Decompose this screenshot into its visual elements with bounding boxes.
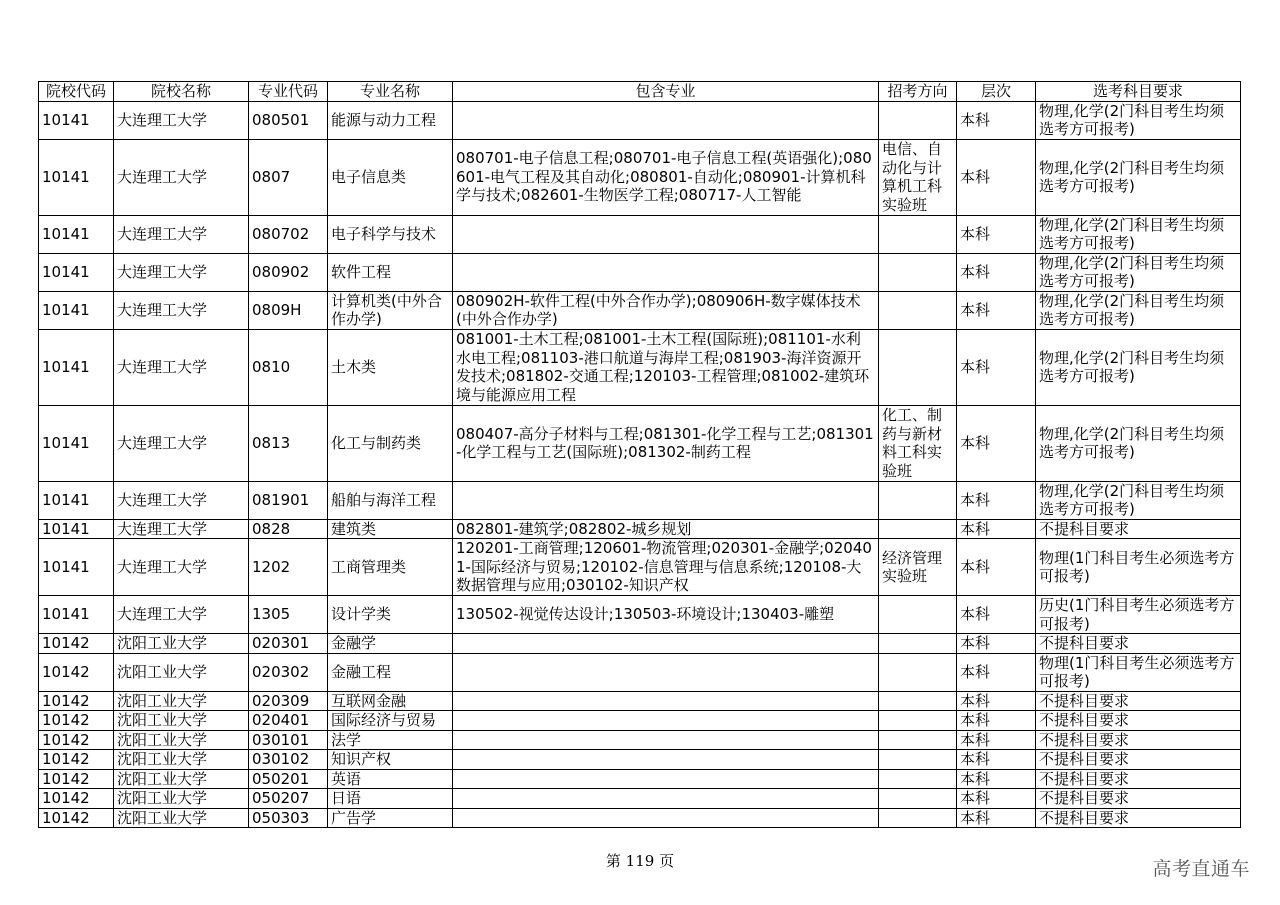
school-code-cell: 10141 <box>39 291 114 329</box>
subject-requirement-cell: 物理,化学(2门科目考生均须选考方可报考) <box>1036 405 1241 481</box>
page-number: 第 119 页 <box>605 852 675 870</box>
school-name-cell: 大连理工大学 <box>114 539 249 596</box>
school-code-cell: 10142 <box>39 769 114 789</box>
included-majors-cell <box>453 634 879 654</box>
major-name-cell: 电子科学与技术 <box>328 215 453 253</box>
major-name-cell: 知识产权 <box>328 750 453 770</box>
level-cell: 本科 <box>957 750 1036 770</box>
major-name-cell: 日语 <box>328 789 453 809</box>
major-code-cell: 080501 <box>249 101 328 139</box>
header-school-name: 院校名称 <box>114 82 249 102</box>
major-name-cell: 化工与制药类 <box>328 405 453 481</box>
header-school-code: 院校代码 <box>39 82 114 102</box>
subject-requirement-cell: 不提科目要求 <box>1036 691 1241 711</box>
school-code-cell: 10142 <box>39 634 114 654</box>
table-row <box>39 101 1241 139</box>
included-majors-cell <box>453 253 879 291</box>
school-code-cell: 10141 <box>39 253 114 291</box>
included-majors-cell <box>453 750 879 770</box>
major-name-cell: 设计学类 <box>328 596 453 634</box>
table-header-row <box>39 82 1241 102</box>
subject-requirement-cell: 物理(1门科目考生必须选考方可报考) <box>1036 653 1241 691</box>
table-row <box>39 291 1241 329</box>
level-cell: 本科 <box>957 139 1036 215</box>
school-code-cell: 10141 <box>39 101 114 139</box>
school-code-cell: 10142 <box>39 653 114 691</box>
school-name-cell: 沈阳工业大学 <box>114 653 249 691</box>
included-majors-cell: 080701-电子信息工程;080701-电子信息工程(英语强化);080601-电气工程及其自动化;080801-自动化;080901-计算机科学与技术;082601-生物医学工程;080717-人工智能 <box>453 139 879 215</box>
direction-cell <box>879 711 957 731</box>
included-majors-cell: 120201-工商管理;120601-物流管理;020301-金融学;020401-国际经济与贸易;120102-信息管理与信息系统;120108-大数据管理与应用;030102-知识产权 <box>453 539 879 596</box>
table-row <box>39 653 1241 691</box>
school-name-cell: 沈阳工业大学 <box>114 769 249 789</box>
school-code-cell: 10142 <box>39 789 114 809</box>
direction-cell <box>879 730 957 750</box>
level-cell: 本科 <box>957 539 1036 596</box>
direction-cell <box>879 750 957 770</box>
table-row <box>39 405 1241 481</box>
level-cell: 本科 <box>957 730 1036 750</box>
direction-cell <box>879 769 957 789</box>
included-majors-cell: 081001-土木工程;081001-土木工程(国际班);081101-水利水电工程;081103-港口航道与海岸工程;081903-海洋资源开发技术;081802-交通工程;120103-工程管理;081002-建筑环境与能源应用工程 <box>453 329 879 405</box>
school-name-cell: 大连理工大学 <box>114 139 249 215</box>
school-name-cell: 大连理工大学 <box>114 215 249 253</box>
included-majors-cell <box>453 711 879 731</box>
school-code-cell: 10141 <box>39 329 114 405</box>
school-name-cell: 大连理工大学 <box>114 596 249 634</box>
included-majors-cell <box>453 769 879 789</box>
major-name-cell: 法学 <box>328 730 453 750</box>
header-included-majors: 包含专业 <box>453 82 879 102</box>
school-code-cell: 10141 <box>39 596 114 634</box>
level-cell: 本科 <box>957 215 1036 253</box>
subject-requirement-cell: 不提科目要求 <box>1036 789 1241 809</box>
subject-requirement-cell: 不提科目要求 <box>1036 519 1241 539</box>
major-code-cell: 0810 <box>249 329 328 405</box>
admission-table <box>38 81 1241 828</box>
level-cell: 本科 <box>957 291 1036 329</box>
table-row <box>39 769 1241 789</box>
level-cell: 本科 <box>957 101 1036 139</box>
major-code-cell: 050303 <box>249 808 328 828</box>
level-cell: 本科 <box>957 808 1036 828</box>
direction-cell <box>879 691 957 711</box>
level-cell: 本科 <box>957 253 1036 291</box>
major-name-cell: 金融工程 <box>328 653 453 691</box>
included-majors-cell <box>453 215 879 253</box>
level-cell: 本科 <box>957 519 1036 539</box>
major-name-cell: 软件工程 <box>328 253 453 291</box>
major-name-cell: 建筑类 <box>328 519 453 539</box>
included-majors-cell <box>453 481 879 519</box>
major-name-cell: 广告学 <box>328 808 453 828</box>
header-major-code: 专业代码 <box>249 82 328 102</box>
school-name-cell: 大连理工大学 <box>114 101 249 139</box>
major-code-cell: 080702 <box>249 215 328 253</box>
table-row <box>39 789 1241 809</box>
school-name-cell: 沈阳工业大学 <box>114 711 249 731</box>
subject-requirement-cell: 物理,化学(2门科目考生均须选考方可报考) <box>1036 215 1241 253</box>
subject-requirement-cell: 物理,化学(2门科目考生均须选考方可报考) <box>1036 329 1241 405</box>
major-name-cell: 工商管理类 <box>328 539 453 596</box>
included-majors-cell <box>453 808 879 828</box>
school-name-cell: 大连理工大学 <box>114 253 249 291</box>
major-code-cell: 080902 <box>249 253 328 291</box>
included-majors-cell <box>453 653 879 691</box>
included-majors-cell <box>453 789 879 809</box>
school-name-cell: 沈阳工业大学 <box>114 789 249 809</box>
direction-cell <box>879 653 957 691</box>
table-row <box>39 329 1241 405</box>
level-cell: 本科 <box>957 789 1036 809</box>
major-code-cell: 0813 <box>249 405 328 481</box>
major-name-cell: 金融学 <box>328 634 453 654</box>
subject-requirement-cell: 不提科目要求 <box>1036 730 1241 750</box>
included-majors-cell <box>453 101 879 139</box>
school-name-cell: 沈阳工业大学 <box>114 750 249 770</box>
school-code-cell: 10141 <box>39 139 114 215</box>
included-majors-cell: 080407-高分子材料与工程;081301-化学工程与工艺;081301-化学工程与工艺(国际班);081302-制药工程 <box>453 405 879 481</box>
table-row <box>39 215 1241 253</box>
school-name-cell: 沈阳工业大学 <box>114 808 249 828</box>
major-code-cell: 0807 <box>249 139 328 215</box>
subject-requirement-cell: 物理,化学(2门科目考生均须选考方可报考) <box>1036 291 1241 329</box>
school-name-cell: 大连理工大学 <box>114 519 249 539</box>
subject-requirement-cell: 物理(1门科目考生必须选考方可报考) <box>1036 539 1241 596</box>
level-cell: 本科 <box>957 769 1036 789</box>
subject-requirement-cell: 不提科目要求 <box>1036 711 1241 731</box>
major-code-cell: 020301 <box>249 634 328 654</box>
header-major-name: 专业名称 <box>328 82 453 102</box>
direction-cell <box>879 215 957 253</box>
included-majors-cell <box>453 691 879 711</box>
direction-cell <box>879 519 957 539</box>
direction-cell <box>879 253 957 291</box>
subject-requirement-cell: 不提科目要求 <box>1036 808 1241 828</box>
table-row <box>39 253 1241 291</box>
major-name-cell: 土木类 <box>328 329 453 405</box>
school-code-cell: 10141 <box>39 519 114 539</box>
school-name-cell: 沈阳工业大学 <box>114 634 249 654</box>
direction-cell <box>879 634 957 654</box>
school-name-cell: 沈阳工业大学 <box>114 730 249 750</box>
direction-cell: 化工、制药与新材料工科实验班 <box>879 405 957 481</box>
major-code-cell: 030101 <box>249 730 328 750</box>
subject-requirement-cell: 不提科目要求 <box>1036 750 1241 770</box>
direction-cell: 电信、自动化与计算机工科实验班 <box>879 139 957 215</box>
major-name-cell: 互联网金融 <box>328 691 453 711</box>
school-code-cell: 10141 <box>39 405 114 481</box>
level-cell: 本科 <box>957 653 1036 691</box>
subject-requirement-cell: 不提科目要求 <box>1036 769 1241 789</box>
school-code-cell: 10142 <box>39 691 114 711</box>
school-code-cell: 10142 <box>39 750 114 770</box>
school-name-cell: 大连理工大学 <box>114 329 249 405</box>
table-row <box>39 691 1241 711</box>
major-code-cell: 1305 <box>249 596 328 634</box>
table-row <box>39 539 1241 596</box>
table-row <box>39 139 1241 215</box>
school-code-cell: 10142 <box>39 711 114 731</box>
included-majors-cell: 130502-视觉传达设计;130503-环境设计;130403-雕塑 <box>453 596 879 634</box>
level-cell: 本科 <box>957 596 1036 634</box>
major-code-cell: 020302 <box>249 653 328 691</box>
major-name-cell: 船舶与海洋工程 <box>328 481 453 519</box>
school-name-cell: 大连理工大学 <box>114 405 249 481</box>
table-row <box>39 481 1241 519</box>
direction-cell <box>879 789 957 809</box>
level-cell: 本科 <box>957 711 1036 731</box>
major-code-cell: 1202 <box>249 539 328 596</box>
school-code-cell: 10142 <box>39 808 114 828</box>
table-row <box>39 596 1241 634</box>
school-code-cell: 10141 <box>39 539 114 596</box>
header-direction: 招考方向 <box>879 82 957 102</box>
table-row <box>39 711 1241 731</box>
major-code-cell: 030102 <box>249 750 328 770</box>
subject-requirement-cell: 历史(1门科目考生必须选考方可报考) <box>1036 596 1241 634</box>
table-row <box>39 730 1241 750</box>
level-cell: 本科 <box>957 634 1036 654</box>
header-subject-requirement: 选考科目要求 <box>1036 82 1241 102</box>
school-name-cell: 大连理工大学 <box>114 291 249 329</box>
major-name-cell: 电子信息类 <box>328 139 453 215</box>
major-code-cell: 050201 <box>249 769 328 789</box>
direction-cell <box>879 329 957 405</box>
major-code-cell: 020309 <box>249 691 328 711</box>
school-name-cell: 沈阳工业大学 <box>114 691 249 711</box>
table-row <box>39 634 1241 654</box>
level-cell: 本科 <box>957 481 1036 519</box>
table-row <box>39 808 1241 828</box>
direction-cell <box>879 101 957 139</box>
direction-cell <box>879 596 957 634</box>
direction-cell <box>879 481 957 519</box>
direction-cell <box>879 808 957 828</box>
level-cell: 本科 <box>957 691 1036 711</box>
included-majors-cell: 080902H-软件工程(中外合作办学);080906H-数字媒体技术(中外合作办学) <box>453 291 879 329</box>
direction-cell <box>879 291 957 329</box>
level-cell: 本科 <box>957 405 1036 481</box>
school-code-cell: 10141 <box>39 215 114 253</box>
major-name-cell: 能源与动力工程 <box>328 101 453 139</box>
subject-requirement-cell: 物理,化学(2门科目考生均须选考方可报考) <box>1036 253 1241 291</box>
header-level: 层次 <box>957 82 1036 102</box>
table-row <box>39 519 1241 539</box>
school-name-cell: 大连理工大学 <box>114 481 249 519</box>
direction-cell: 经济管理实验班 <box>879 539 957 596</box>
level-cell: 本科 <box>957 329 1036 405</box>
school-code-cell: 10141 <box>39 481 114 519</box>
major-name-cell: 国际经济与贸易 <box>328 711 453 731</box>
table-row <box>39 750 1241 770</box>
subject-requirement-cell: 物理,化学(2门科目考生均须选考方可报考) <box>1036 139 1241 215</box>
subject-requirement-cell: 不提科目要求 <box>1036 634 1241 654</box>
included-majors-cell: 082801-建筑学;082802-城乡规划 <box>453 519 879 539</box>
watermark-text: 高考直通车 <box>1152 858 1250 880</box>
subject-requirement-cell: 物理,化学(2门科目考生均须选考方可报考) <box>1036 101 1241 139</box>
major-code-cell: 081901 <box>249 481 328 519</box>
school-code-cell: 10142 <box>39 730 114 750</box>
major-name-cell: 计算机类(中外合作办学) <box>328 291 453 329</box>
major-code-cell: 020401 <box>249 711 328 731</box>
major-code-cell: 0809H <box>249 291 328 329</box>
major-code-cell: 0828 <box>249 519 328 539</box>
major-name-cell: 英语 <box>328 769 453 789</box>
major-code-cell: 050207 <box>249 789 328 809</box>
included-majors-cell <box>453 730 879 750</box>
subject-requirement-cell: 物理,化学(2门科目考生均须选考方可报考) <box>1036 481 1241 519</box>
